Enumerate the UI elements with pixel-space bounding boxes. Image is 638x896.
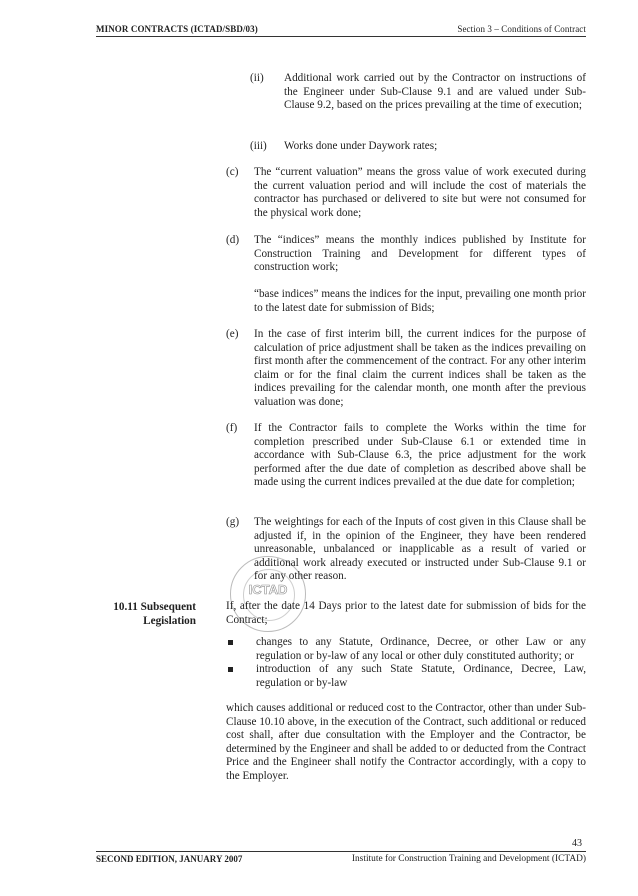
sub-item-iii bbox=[250, 140, 586, 154]
item-text: If the Contractor fails to complete the Works within the time for completion prescribed under Sub-Clause 6.1 or extended time in accordance with Sub-Clause 6.3, the price adjustment for the work performed after the due date of completion as described above shall be made using the current indices prevailed at the due date for completion; bbox=[254, 422, 586, 489]
item-text: The “current valuation” means the gross value of work executed during the current valuation period and will include the cost of materials the contractor has purchased or delivered to site but were not consumed for the physical work done; bbox=[254, 166, 586, 219]
header-section-title: Section 3 – Conditions of Contract bbox=[457, 24, 586, 34]
item-label: (d) bbox=[226, 234, 240, 246]
footer-edition: SECOND EDITION, JANUARY 2007 bbox=[96, 854, 243, 864]
item-label: (e) bbox=[226, 328, 239, 340]
item-label: (f) bbox=[226, 422, 238, 434]
header-document-code: MINOR CONTRACTS (ICTAD/SBD/03) bbox=[96, 24, 258, 34]
item-f bbox=[226, 422, 586, 490]
list-item bbox=[226, 663, 586, 690]
list-item-text: introduction of any such State Statute, Ordinance, Decree, Law, regulation or by-law bbox=[256, 663, 586, 689]
item-label: (g) bbox=[226, 516, 240, 528]
item-text: In the case of first interim bill, the current indices for the purpose of calculation of price adjustment shall be taken as the indices prevailing on first month after the commencement of the contract. For any other interim claim or for the final claim the current indices shall be taken as the indices prevailing for the calendar month, one month after the previous valuation was done; bbox=[254, 328, 586, 408]
item-text: The “indices” means the monthly indices published by Institute for Construction Training and Development for different types of construction work; bbox=[254, 234, 586, 274]
sub-item-label: (ii) bbox=[250, 72, 264, 84]
header-rule bbox=[96, 36, 586, 37]
sub-item-ii bbox=[250, 72, 586, 113]
item-label: (c) bbox=[226, 166, 239, 178]
list-item-text: changes to any Statute, Ordinance, Decree, or other Law or any regulation or by-law of any local or other duly constituted authority; or bbox=[256, 636, 586, 662]
list-item bbox=[226, 636, 586, 663]
ictad-stamp bbox=[230, 556, 306, 632]
stamp-text: ICTAD bbox=[248, 582, 288, 597]
page-number: 43 bbox=[572, 838, 582, 849]
clause-closing-paragraph: which causes additional or reduced cost to the Contractor, other than under Sub-Clause 10.10 above, in the execution of the Contract, such additional or reduced cost shall, after due consultation with the Employer and the Contractor, be determined by the Engineer and shall be added to or deducted from the Contract Price and the Engineer shall notify the Contractor accordingly, with a copy to the Employer. bbox=[226, 702, 586, 782]
bullet-square-icon bbox=[228, 640, 233, 645]
item-e bbox=[226, 328, 586, 410]
bullet-square-icon bbox=[228, 667, 233, 672]
sub-item-label: (iii) bbox=[250, 140, 267, 152]
sub-item-text: Works done under Daywork rates; bbox=[284, 140, 438, 152]
base-indices-definition: “base indices” means the indices for the input, prevailing one month prior to the latest date for submission of Bids; bbox=[254, 288, 586, 314]
item-text: The weightings for each of the Inputs of cost given in this Clause shall be adjusted if, in the opinion of the Engineer, they have been rendered unreasonable, unbalanced or inapplicable as a result of varied or additional work already executed or instructed under Sub-Clause 9.1 or for any other reason. bbox=[254, 516, 586, 583]
clause-intro: If, after the date 14 Days prior to the latest date for submission of bids for the Contract; bbox=[226, 600, 586, 626]
footer-publisher: Institute for Construction Training and Development (ICTAD) bbox=[351, 854, 586, 864]
footer-rule bbox=[96, 851, 586, 852]
clause-heading-10-11: 10.11 Subsequent Legislation bbox=[113, 601, 196, 627]
item-d bbox=[226, 234, 586, 275]
item-c bbox=[226, 166, 586, 220]
sub-item-text: Additional work carried out by the Contractor on instructions of the Engineer under Sub-Clause 9.1 and are valued under Sub-Clause 9.2, based on the prices prevailing at the time of execution; bbox=[284, 72, 586, 112]
clause-bullet-list bbox=[226, 636, 586, 690]
